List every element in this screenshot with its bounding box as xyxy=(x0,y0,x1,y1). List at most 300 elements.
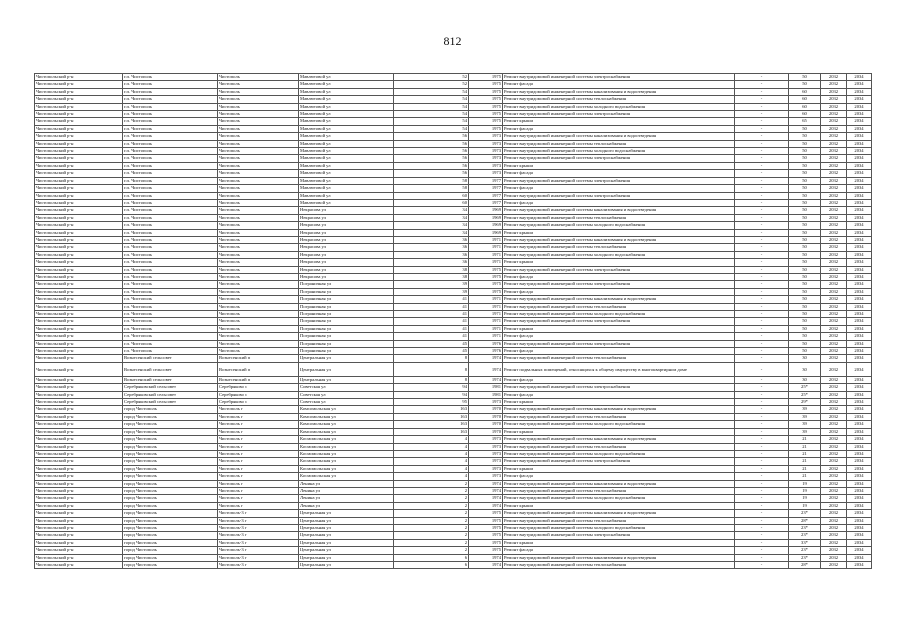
cell-build-year: 1975 xyxy=(469,288,503,295)
cell-end-year: 2034 xyxy=(847,413,872,420)
capital-repair-table xyxy=(34,73,872,569)
cell-house-number: 2 xyxy=(394,487,469,494)
cell-street: Мавлютовой ул xyxy=(299,88,394,95)
cell-start-year: 2032 xyxy=(821,413,847,420)
cell-start-year: 2032 xyxy=(821,133,847,140)
cell-end-year: 2034 xyxy=(847,74,872,81)
cell-start-year: 2032 xyxy=(821,421,847,428)
cell-settlement: Чистополь xyxy=(218,244,299,251)
cell-settlement: Чистополь xyxy=(218,111,299,118)
cell-cost: - xyxy=(735,311,789,318)
cell-district: Чистопольский р-н xyxy=(35,311,123,318)
cell-district: Чистопольский р-н xyxy=(35,547,123,554)
cell-street: Космомольская ул xyxy=(299,458,394,465)
cell-end-year: 2034 xyxy=(847,162,872,169)
cell-work-type: Ремонт фасада xyxy=(503,473,735,480)
cell-start-year: 2032 xyxy=(821,236,847,243)
cell-start-year: 2032 xyxy=(821,450,847,457)
cell-house-number: 58 xyxy=(394,185,469,192)
cell-settlement: Чистополь-3 г xyxy=(218,539,299,546)
cell-end-year: 2034 xyxy=(847,318,872,325)
table-row xyxy=(35,96,872,103)
cell-cost: - xyxy=(735,162,789,169)
cell-municipality: г.п. Чистополь xyxy=(123,207,218,214)
cell-area: 23* xyxy=(789,554,821,561)
cell-start-year: 2032 xyxy=(821,96,847,103)
cell-settlement: Чистополь xyxy=(218,288,299,295)
cell-cost: - xyxy=(735,118,789,125)
cell-start-year: 2032 xyxy=(821,88,847,95)
cell-settlement: Чистополь xyxy=(218,311,299,318)
cell-end-year: 2034 xyxy=(847,199,872,206)
table-row xyxy=(35,443,872,450)
cell-build-year: 1971 xyxy=(469,318,503,325)
cell-cost: - xyxy=(735,296,789,303)
cell-district: Чистопольский р-н xyxy=(35,465,123,472)
cell-cost: - xyxy=(735,325,789,332)
cell-house-number: 163 xyxy=(394,428,469,435)
cell-settlement: Чистополь-3 г xyxy=(218,524,299,531)
cell-district: Чистопольский р-н xyxy=(35,436,123,443)
cell-cost: - xyxy=(735,517,789,524)
cell-build-year: 1977 xyxy=(469,177,503,184)
cell-house-number: 2 xyxy=(394,502,469,509)
cell-cost: - xyxy=(735,539,789,546)
table-row xyxy=(35,155,872,162)
cell-area: 30 xyxy=(789,376,821,383)
cell-end-year: 2034 xyxy=(847,148,872,155)
cell-house-number: 2 xyxy=(394,547,469,554)
cell-work-type: Ремонт внутридомовой инженерной системы теплоснабжения xyxy=(503,355,735,362)
cell-municipality: Серебряковский сельсовет xyxy=(123,399,218,406)
cell-cost: - xyxy=(735,266,789,273)
cell-build-year: 1973 xyxy=(469,436,503,443)
cell-work-type: Ремонт внутридомовой инженерной системы холодного водоснабжения xyxy=(503,222,735,229)
cell-start-year: 2032 xyxy=(821,333,847,340)
cell-street: Некрасова ул xyxy=(299,266,394,273)
cell-end-year: 2034 xyxy=(847,532,872,539)
cell-cost: - xyxy=(735,244,789,251)
cell-street: Мавлютовой ул xyxy=(299,155,394,162)
cell-start-year: 2032 xyxy=(821,517,847,524)
cell-start-year: 2032 xyxy=(821,192,847,199)
cell-municipality: г.п. Чистополь xyxy=(123,111,218,118)
cell-district: Чистопольский р-н xyxy=(35,333,123,340)
cell-cost: - xyxy=(735,214,789,221)
cell-cost: - xyxy=(735,74,789,81)
cell-street: Пограничная ул xyxy=(299,303,394,310)
cell-municipality: Вознесенский сельсовет xyxy=(123,362,218,376)
cell-district: Чистопольский р-н xyxy=(35,251,123,258)
cell-street: Советская ул xyxy=(299,391,394,398)
cell-cost: - xyxy=(735,391,789,398)
cell-work-type: Ремонт фасада xyxy=(503,333,735,340)
cell-municipality: г.п. Чистополь xyxy=(123,273,218,280)
cell-start-year: 2032 xyxy=(821,103,847,110)
cell-municipality: г.п. Чистополь xyxy=(123,162,218,169)
cell-settlement: Чистополь xyxy=(218,148,299,155)
table-row xyxy=(35,399,872,406)
cell-end-year: 2034 xyxy=(847,311,872,318)
cell-work-type: Ремонт внутридомовой инженерной системы электроснабжения xyxy=(503,532,735,539)
cell-area: 21 xyxy=(789,473,821,480)
cell-settlement: Чистополь г xyxy=(218,458,299,465)
cell-house-number: 6 xyxy=(394,554,469,561)
cell-end-year: 2034 xyxy=(847,539,872,546)
cell-cost: - xyxy=(735,88,789,95)
cell-build-year: 1975 xyxy=(469,74,503,81)
cell-cost: - xyxy=(735,111,789,118)
table-row xyxy=(35,214,872,221)
cell-municipality: г.п. Чистополь xyxy=(123,311,218,318)
cell-end-year: 2034 xyxy=(847,244,872,251)
cell-street: Космомольская ул xyxy=(299,443,394,450)
cell-district: Чистопольский р-н xyxy=(35,185,123,192)
cell-build-year: 1970 xyxy=(469,428,503,435)
table-row xyxy=(35,554,872,561)
cell-district: Чистопольский р-н xyxy=(35,222,123,229)
cell-start-year: 2032 xyxy=(821,303,847,310)
cell-area: 50 xyxy=(789,170,821,177)
cell-cost: - xyxy=(735,502,789,509)
cell-settlement: Чистополь xyxy=(218,185,299,192)
cell-house-number: 2 xyxy=(394,480,469,487)
cell-build-year: 1974 xyxy=(469,554,503,561)
cell-work-type: Ремонт внутридомовой инженерной системы канализования и водоотведения xyxy=(503,88,735,95)
cell-start-year: 2032 xyxy=(821,325,847,332)
cell-end-year: 2034 xyxy=(847,391,872,398)
cell-end-year: 2034 xyxy=(847,443,872,450)
cell-area: 65 xyxy=(789,118,821,125)
cell-start-year: 2032 xyxy=(821,391,847,398)
cell-settlement: Вознесенский п xyxy=(218,355,299,362)
cell-build-year: 1971 xyxy=(469,333,503,340)
cell-work-type: Ремонт внутридомовой инженерной системы электроснабжения xyxy=(503,74,735,81)
cell-settlement: Чистополь xyxy=(218,199,299,206)
cell-build-year: 1973 xyxy=(469,162,503,169)
cell-end-year: 2034 xyxy=(847,348,872,355)
cell-street: Космомольская ул xyxy=(299,436,394,443)
cell-settlement: Чистополь г xyxy=(218,421,299,428)
table-row xyxy=(35,192,872,199)
cell-end-year: 2034 xyxy=(847,421,872,428)
cell-work-type: Ремонт внутридомовой инженерной системы теплоснабжения xyxy=(503,413,735,420)
cell-street: Центральная ул xyxy=(299,532,394,539)
page-number: 812 xyxy=(443,34,462,48)
cell-cost: - xyxy=(735,155,789,162)
cell-cost: - xyxy=(735,185,789,192)
cell-house-number: 41 xyxy=(394,296,469,303)
cell-cost: - xyxy=(735,376,789,383)
cell-work-type: Ремонт внутридомовой инженерной системы канализования и водоотведения xyxy=(503,510,735,517)
cell-house-number: 45 xyxy=(394,348,469,355)
cell-settlement: Чистополь г xyxy=(218,436,299,443)
cell-work-type: Ремонт внутридомовой инженерной системы канализования и водоотведения xyxy=(503,406,735,413)
cell-work-type: Ремонт внутридомовой инженерной системы канализования и водоотведения xyxy=(503,480,735,487)
cell-street: Мавлютовой ул xyxy=(299,148,394,155)
cell-settlement: Чистополь xyxy=(218,325,299,332)
cell-district: Чистопольский р-н xyxy=(35,162,123,169)
cell-district: Чистопольский р-н xyxy=(35,413,123,420)
cell-area: 50 xyxy=(789,199,821,206)
cell-district: Чистопольский р-н xyxy=(35,118,123,125)
cell-district: Чистопольский р-н xyxy=(35,296,123,303)
cell-work-type: Ремонт крыши xyxy=(503,229,735,236)
cell-start-year: 2032 xyxy=(821,480,847,487)
cell-district: Чистопольский р-н xyxy=(35,288,123,295)
cell-municipality: г.п. Чистополь xyxy=(123,96,218,103)
table-row xyxy=(35,207,872,214)
cell-end-year: 2034 xyxy=(847,273,872,280)
cell-municipality: г.п. Чистополь xyxy=(123,81,218,88)
cell-street: Ленина ул xyxy=(299,502,394,509)
cell-house-number: 54 xyxy=(394,111,469,118)
cell-house-number: 95 xyxy=(394,399,469,406)
cell-street: Космомольская ул xyxy=(299,465,394,472)
cell-street: Космомольская ул xyxy=(299,473,394,480)
cell-district: Чистопольский р-н xyxy=(35,236,123,243)
cell-start-year: 2032 xyxy=(821,177,847,184)
cell-district: Чистопольский р-н xyxy=(35,266,123,273)
cell-work-type: Ремонт фасада xyxy=(503,81,735,88)
cell-area: 50 xyxy=(789,244,821,251)
cell-district: Чистопольский р-н xyxy=(35,355,123,362)
cell-municipality: г.п. Чистополь xyxy=(123,281,218,288)
cell-house-number: 34 xyxy=(394,229,469,236)
cell-area: 25* xyxy=(789,391,821,398)
cell-street: Пограничная ул xyxy=(299,296,394,303)
table-row xyxy=(35,74,872,81)
cell-end-year: 2034 xyxy=(847,133,872,140)
cell-build-year: 1975 xyxy=(469,539,503,546)
cell-municipality: город Чистополь xyxy=(123,510,218,517)
cell-district: Чистопольский р-н xyxy=(35,480,123,487)
cell-work-type: Ремонт внутридомовой инженерной системы теплоснабжения xyxy=(503,487,735,494)
cell-area: 50 xyxy=(789,318,821,325)
cell-area: 39 xyxy=(789,428,821,435)
cell-district: Чистопольский р-н xyxy=(35,517,123,524)
cell-area: 29* xyxy=(789,399,821,406)
cell-settlement: Чистополь xyxy=(218,125,299,132)
cell-house-number: 36 xyxy=(394,244,469,251)
cell-house-number: 4 xyxy=(394,436,469,443)
cell-house-number: 58 xyxy=(394,177,469,184)
cell-settlement: Чистополь xyxy=(218,177,299,184)
cell-area: 50 xyxy=(789,311,821,318)
cell-street: Некрасова ул xyxy=(299,251,394,258)
table-row xyxy=(35,251,872,258)
cell-settlement: Вознесенский п xyxy=(218,362,299,376)
cell-cost: - xyxy=(735,362,789,376)
cell-municipality: г.п. Чистополь xyxy=(123,325,218,332)
cell-area: 23* xyxy=(789,532,821,539)
cell-municipality: город Чистополь xyxy=(123,539,218,546)
cell-street: Некрасова ул xyxy=(299,273,394,280)
cell-build-year: 1973 xyxy=(469,458,503,465)
cell-area: 50 xyxy=(789,236,821,243)
cell-house-number: 6 xyxy=(394,562,469,569)
cell-end-year: 2034 xyxy=(847,251,872,258)
table-row xyxy=(35,465,872,472)
cell-start-year: 2032 xyxy=(821,296,847,303)
cell-start-year: 2032 xyxy=(821,355,847,362)
cell-area: 23* xyxy=(789,510,821,517)
cell-street: Пограничная ул xyxy=(299,311,394,318)
table-row xyxy=(35,244,872,251)
table-row xyxy=(35,281,872,288)
cell-district: Чистопольский р-н xyxy=(35,554,123,561)
cell-settlement: Чистополь xyxy=(218,162,299,169)
cell-district: Чистопольский р-н xyxy=(35,192,123,199)
cell-end-year: 2034 xyxy=(847,303,872,310)
cell-cost: - xyxy=(735,487,789,494)
cell-municipality: город Чистополь xyxy=(123,554,218,561)
cell-end-year: 2034 xyxy=(847,118,872,125)
cell-cost: - xyxy=(735,251,789,258)
table-row xyxy=(35,333,872,340)
cell-area: 21 xyxy=(789,450,821,457)
cell-settlement: Чистополь xyxy=(218,236,299,243)
table-row xyxy=(35,118,872,125)
cell-municipality: г.п. Чистополь xyxy=(123,296,218,303)
cell-street: Центральная ул xyxy=(299,510,394,517)
cell-municipality: г.п. Чистополь xyxy=(123,74,218,81)
cell-area: 50 xyxy=(789,133,821,140)
cell-settlement: Чистополь г xyxy=(218,487,299,494)
cell-settlement: Серебряково с xyxy=(218,399,299,406)
cell-area: 50 xyxy=(789,229,821,236)
cell-settlement: Чистополь г xyxy=(218,413,299,420)
cell-build-year: 1971 xyxy=(469,296,503,303)
table-row xyxy=(35,88,872,95)
cell-work-type: Ремонт внутридомовой инженерной системы теплоснабжения xyxy=(503,562,735,569)
table-row xyxy=(35,539,872,546)
table-row xyxy=(35,229,872,236)
cell-end-year: 2034 xyxy=(847,384,872,391)
cell-settlement: Чистополь xyxy=(218,222,299,229)
table-row xyxy=(35,458,872,465)
cell-work-type: Ремонт крыши xyxy=(503,539,735,546)
cell-start-year: 2032 xyxy=(821,125,847,132)
cell-start-year: 2032 xyxy=(821,532,847,539)
cell-house-number: 34 xyxy=(394,222,469,229)
cell-area: 30 xyxy=(789,355,821,362)
table-row xyxy=(35,273,872,280)
cell-start-year: 2032 xyxy=(821,155,847,162)
cell-municipality: город Чистополь xyxy=(123,406,218,413)
cell-end-year: 2034 xyxy=(847,266,872,273)
cell-area: 60 xyxy=(789,103,821,110)
cell-settlement: Серебряково с xyxy=(218,391,299,398)
cell-build-year: 1969 xyxy=(469,207,503,214)
cell-street: Пограничная ул xyxy=(299,318,394,325)
cell-work-type: Ремонт внутридомовой инженерной системы теплоснабжения xyxy=(503,303,735,310)
table-row xyxy=(35,177,872,184)
table-row xyxy=(35,259,872,266)
cell-start-year: 2032 xyxy=(821,222,847,229)
cell-settlement: Чистополь xyxy=(218,296,299,303)
cell-build-year: 1971 xyxy=(469,303,503,310)
cell-street: Некрасова ул xyxy=(299,259,394,266)
cell-work-type: Ремонт внутридомовой инженерной системы канализования и водоотведения xyxy=(503,296,735,303)
cell-house-number: 52 xyxy=(394,81,469,88)
cell-build-year: 1975 xyxy=(469,81,503,88)
cell-settlement: Чистополь г xyxy=(218,473,299,480)
cell-district: Чистопольский р-н xyxy=(35,88,123,95)
cell-municipality: г.п. Чистополь xyxy=(123,199,218,206)
cell-end-year: 2034 xyxy=(847,436,872,443)
cell-settlement: Чистополь xyxy=(218,251,299,258)
cell-municipality: г.п. Чистополь xyxy=(123,148,218,155)
cell-build-year: 1971 xyxy=(469,259,503,266)
cell-municipality: город Чистополь xyxy=(123,480,218,487)
cell-end-year: 2034 xyxy=(847,170,872,177)
cell-municipality: г.п. Чистополь xyxy=(123,348,218,355)
cell-street: Мавлютовой ул xyxy=(299,118,394,125)
cell-settlement: Вознесенский п xyxy=(218,376,299,383)
table-row xyxy=(35,413,872,420)
cell-area: 30 xyxy=(789,362,821,376)
cell-house-number: 34 xyxy=(394,214,469,221)
cell-municipality: город Чистополь xyxy=(123,443,218,450)
cell-work-type: Ремонт фасада xyxy=(503,125,735,132)
cell-work-type: Ремонт фасада xyxy=(503,391,735,398)
cell-end-year: 2034 xyxy=(847,495,872,502)
cell-settlement: Чистополь г xyxy=(218,443,299,450)
table-row xyxy=(35,428,872,435)
cell-house-number: 56 xyxy=(394,148,469,155)
cell-start-year: 2032 xyxy=(821,111,847,118)
cell-build-year: 1973 xyxy=(469,148,503,155)
cell-end-year: 2034 xyxy=(847,554,872,561)
cell-street: Космомольская ул xyxy=(299,450,394,457)
cell-district: Чистопольский р-н xyxy=(35,318,123,325)
cell-cost: - xyxy=(735,222,789,229)
cell-work-type: Ремонт внутридомовой инженерной системы электроснабжения xyxy=(503,458,735,465)
cell-municipality: г.п. Чистополь xyxy=(123,259,218,266)
cell-end-year: 2034 xyxy=(847,281,872,288)
cell-municipality: г.п. Чистополь xyxy=(123,266,218,273)
cell-street: Некрасова ул xyxy=(299,236,394,243)
cell-work-type: Ремонт фасада xyxy=(503,376,735,383)
cell-build-year: 1975 xyxy=(469,524,503,531)
cell-end-year: 2034 xyxy=(847,376,872,383)
cell-municipality: город Чистополь xyxy=(123,421,218,428)
cell-build-year: 1973 xyxy=(469,140,503,147)
cell-start-year: 2032 xyxy=(821,539,847,546)
cell-work-type: Ремонт внутридомовой инженерной системы теплоснабжения xyxy=(503,214,735,221)
cell-start-year: 2032 xyxy=(821,118,847,125)
cell-build-year: 1973 xyxy=(469,133,503,140)
cell-municipality: город Чистополь xyxy=(123,495,218,502)
table-row xyxy=(35,222,872,229)
cell-cost: - xyxy=(735,192,789,199)
cell-area: 50 xyxy=(789,207,821,214)
cell-municipality: город Чистополь xyxy=(123,465,218,472)
cell-street: Комсомольская ул xyxy=(299,406,394,413)
cell-house-number: 4 xyxy=(394,465,469,472)
cell-street: Ленина ул xyxy=(299,480,394,487)
cell-district: Чистопольский р-н xyxy=(35,428,123,435)
cell-work-type: Ремонт внутридомовой инженерной системы канализования и водоотведения xyxy=(503,436,735,443)
cell-municipality: г.п. Чистополь xyxy=(123,229,218,236)
cell-settlement: Чистополь xyxy=(218,170,299,177)
cell-street: Центральная ул xyxy=(299,562,394,569)
cell-cost: - xyxy=(735,436,789,443)
cell-start-year: 2032 xyxy=(821,458,847,465)
cell-area: 50 xyxy=(789,266,821,273)
cell-end-year: 2034 xyxy=(847,340,872,347)
